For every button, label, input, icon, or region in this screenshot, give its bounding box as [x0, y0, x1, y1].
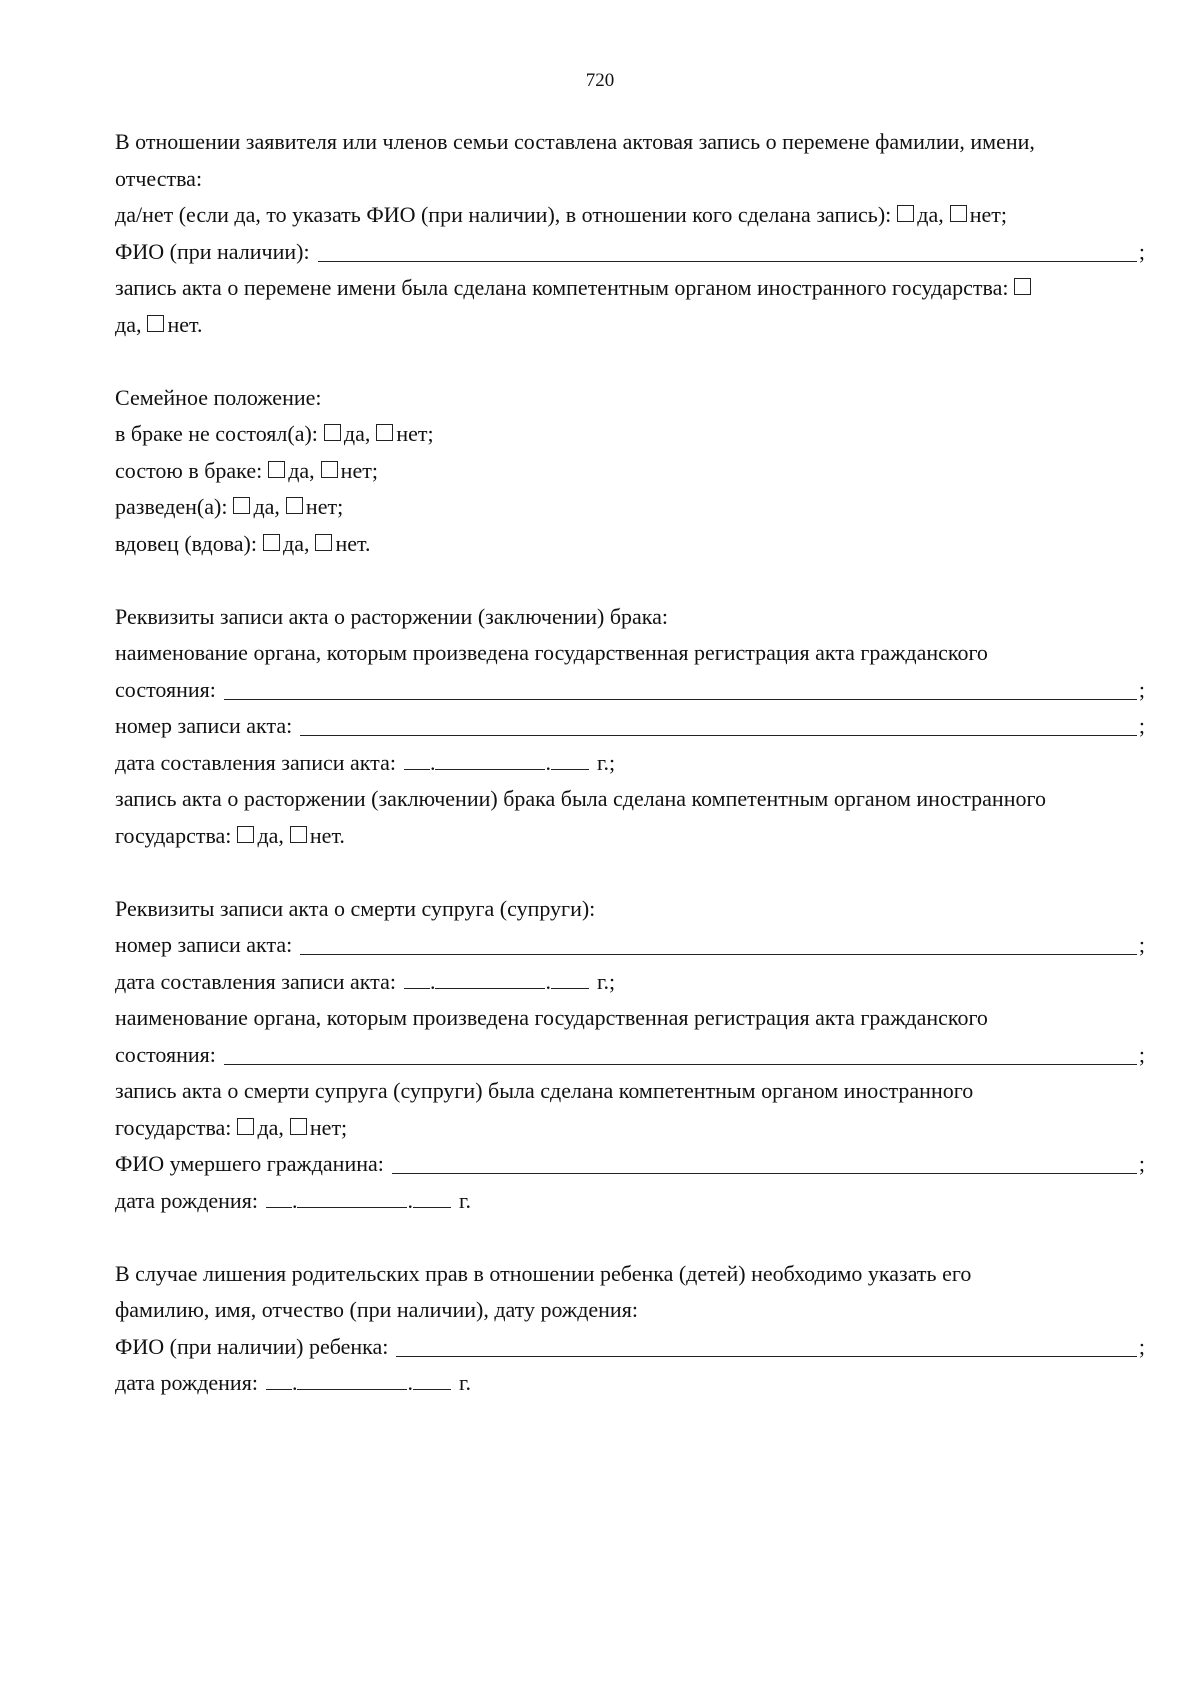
fio-label: ФИО (при наличии): [115, 238, 310, 264]
never-married-no-checkbox[interactable] [376, 424, 393, 441]
divorce-number-row: номер записи акта: ; [115, 713, 1145, 738]
divorce-title: Реквизиты записи акта о расторжении (заключении) брака: [115, 603, 669, 629]
child-birth-month-field[interactable] [297, 1371, 407, 1390]
child-fio-row: ФИО (при наличии) ребенка: ; [115, 1333, 1145, 1359]
deprivation-heading-2: фамилию, имя, отчество (при наличии), дату рождения: [115, 1297, 638, 1322]
child-birth-day-field[interactable] [266, 1371, 292, 1390]
widowed-yes-checkbox[interactable] [263, 534, 280, 551]
marital-married-row: состою в браке: да, нет; [115, 457, 378, 483]
yes-label: да, [115, 311, 142, 337]
deprivation-heading-1: В случае лишения родительских прав в отношении ребенка (детей) необходимо указать его [115, 1260, 972, 1286]
name-change-no-checkbox[interactable] [950, 205, 967, 222]
deceased-fio-field[interactable] [392, 1151, 1137, 1174]
death-number-field[interactable] [300, 932, 1137, 955]
death-organ-row-2: состояния: ; [115, 1041, 1145, 1067]
name-change-heading-2: отчества: [115, 165, 203, 191]
divorce-organ-row-1: наименование органа, которым произведена государственная регистрация акта гражданского [115, 640, 988, 665]
name-change-fio-field[interactable] [318, 239, 1137, 262]
name-change-foreign-no-checkbox[interactable] [147, 315, 164, 332]
death-organ-field[interactable] [224, 1042, 1137, 1065]
divorce-number-field[interactable] [300, 713, 1137, 736]
death-date-row: дата составления записи акта: . . г.; [115, 968, 616, 994]
divorced-no-checkbox[interactable] [286, 497, 303, 514]
name-change-fio-row: ФИО (при наличии): ; [115, 234, 1145, 271]
child-birth-row: дата рождения: . . г. [115, 1370, 471, 1395]
death-date-day-field[interactable] [404, 970, 430, 989]
marital-never-married-row: в браке не состоял(а): да, нет; [115, 421, 434, 446]
death-date-month-field[interactable] [435, 970, 545, 989]
divorce-organ-field[interactable] [224, 677, 1137, 700]
death-foreign-yes-checkbox[interactable] [237, 1118, 254, 1135]
marital-title: Семейное положение: [115, 384, 322, 410]
name-change-yes-checkbox[interactable] [897, 205, 914, 222]
no-label: нет; [969, 202, 1008, 227]
death-title: Реквизиты записи акта о смерти супруга (супруги): [115, 895, 596, 921]
married-no-checkbox[interactable] [321, 461, 338, 478]
no-label: нет. [167, 311, 203, 337]
deceased-birth-day-field[interactable] [266, 1189, 292, 1208]
divorce-date-year-field[interactable] [551, 751, 589, 770]
divorce-date-row: дата составления записи акта: . . г.; [115, 749, 616, 775]
divorce-foreign-row-2: государства: да, нет. [115, 822, 345, 848]
name-change-yesno-row: да/нет (если да, то указать ФИО (при наличии), в отношении кого сделана запись): да, нет; [115, 197, 1145, 234]
death-number-row: номер записи акта: ; [115, 932, 1145, 957]
death-foreign-row-1: запись акта о смерти супруга (супруги) была сделана компетентным органом иностранного [115, 1078, 974, 1103]
widowed-no-checkbox[interactable] [315, 534, 332, 551]
deceased-birth-month-field[interactable] [297, 1189, 407, 1208]
form-content [115, 124, 1145, 1402]
married-yes-checkbox[interactable] [268, 461, 285, 478]
yes-label: да, [917, 202, 944, 227]
death-organ-row-1: наименование органа, которым произведена государственная регистрация акта гражданского [115, 1005, 988, 1030]
death-foreign-row-2: государства: да, нет; [115, 1114, 348, 1140]
divorce-organ-row-2: состояния: ; [115, 676, 1145, 702]
divorce-foreign-yes-checkbox[interactable] [237, 826, 254, 843]
divorce-foreign-row-1: запись акта о расторжении (заключении) брака была сделана компетентным органом иностранного [115, 786, 1046, 811]
divorce-date-month-field[interactable] [435, 751, 545, 770]
page-number: 720 [585, 70, 615, 91]
divorce-date-day-field[interactable] [404, 751, 430, 770]
name-change-foreign-row-2 [115, 307, 1145, 344]
divorced-yes-checkbox[interactable] [233, 497, 250, 514]
name-change-foreign-row: запись акта о перемене имени была сделана компетентным органом иностранного государства: [115, 270, 1145, 307]
child-birth-year-field[interactable] [413, 1371, 451, 1390]
marital-widowed-row: вдовец (вдова): да, нет. [115, 530, 371, 556]
divorce-foreign-no-checkbox[interactable] [290, 826, 307, 843]
child-fio-field[interactable] [396, 1334, 1136, 1357]
death-fio-row: ФИО умершего гражданина: ; [115, 1151, 1145, 1176]
name-change-foreign-yes-checkbox[interactable] [1014, 278, 1031, 295]
deceased-birth-year-field[interactable] [413, 1189, 451, 1208]
never-married-yes-checkbox[interactable] [324, 424, 341, 441]
death-foreign-no-checkbox[interactable] [290, 1118, 307, 1135]
marital-divorced-row: разведен(а): да, нет; [115, 494, 344, 519]
death-date-year-field[interactable] [551, 970, 589, 989]
name-change-heading-1: В отношении заявителя или членов семьи составлена актовая запись о перемене фамилии, имени, [115, 129, 1035, 154]
death-birth-row: дата рождения: . . г. [115, 1187, 471, 1213]
